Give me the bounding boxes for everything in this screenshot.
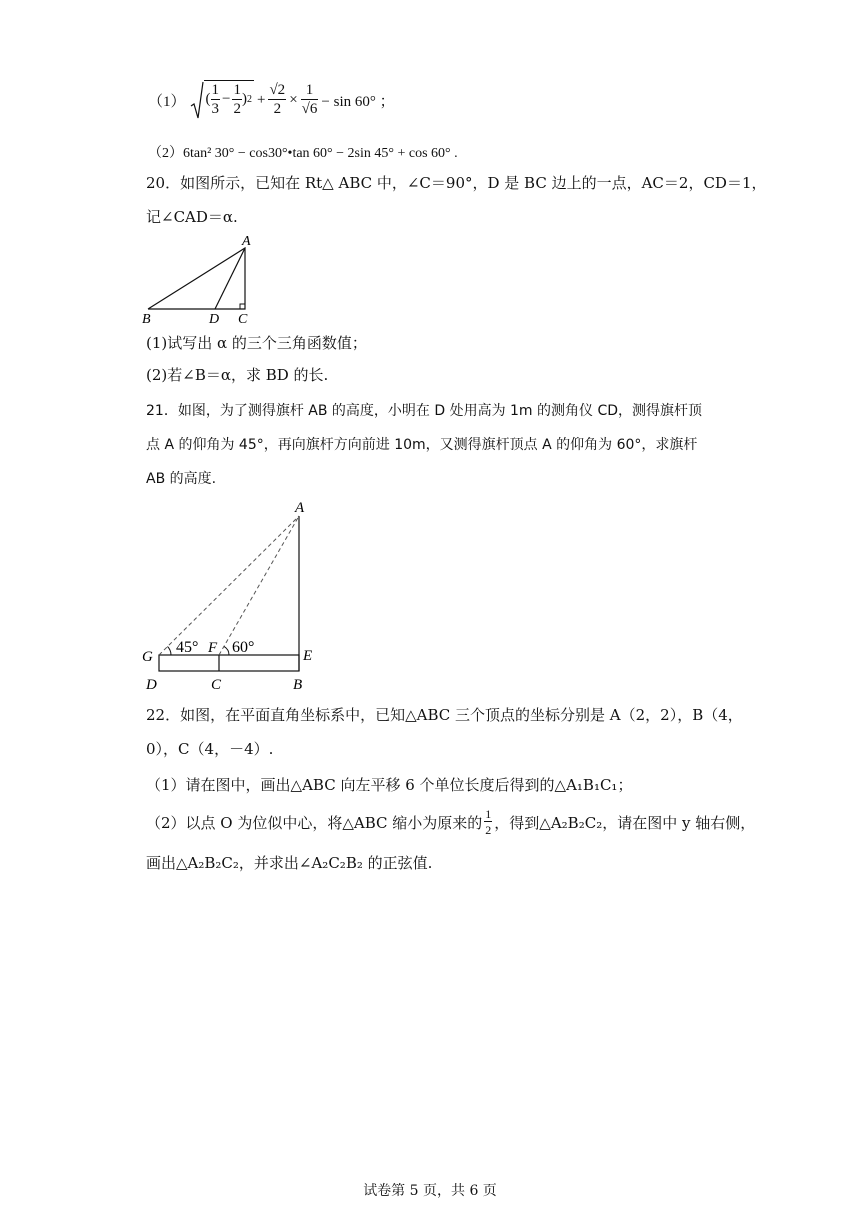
q22-line2: 0），C（4，－4）. — [146, 740, 274, 758]
q19-part1-tail: − sin 60° ； — [321, 93, 395, 110]
q19-frac-1-3: $\frac{1}{3}$ — [211, 81, 220, 117]
q21-line1: 21．如图，为了测得旗杆 AB 的高度，小明在 D 处用高为 1m 的测角仪 CD，测得旗杆顶 — [146, 403, 703, 419]
q21-flagpole-figure — [140, 494, 330, 694]
q19-frac-1-2: $\frac{1}{2}$ — [233, 81, 241, 117]
q20-triangle-figure — [140, 232, 270, 326]
q20-sub1: (1)试写出 α 的三个三角函数值； — [146, 334, 367, 352]
q19-part2 — [148, 142, 458, 162]
q21-label-D: D — [146, 677, 157, 693]
q21-label-F: F — [208, 640, 218, 656]
q19-sqrt-radicand: ( $\frac{1}{3}$ − $\frac{1}{2}$ ) 2 — [205, 81, 252, 117]
q19-part1: （1） ( $\frac{1}{3}$ − $\frac{1}{2}$ ) 2 + $\frac{√2}{2}$ × $\frac{1}{√6}$ − sin 60° ； — [148, 80, 395, 120]
q20-label-D: D — [209, 312, 220, 326]
q22-half-fraction: $\frac{1}{2}$ — [485, 807, 492, 837]
q20-sub2: (2)若∠B＝α，求 BD 的长. — [146, 366, 329, 384]
q21-label-G: G — [142, 649, 153, 665]
q20-label-A: A — [242, 234, 251, 249]
q22-sub2-text-a: （2）以点 O 为位似中心，将△ABC 缩小为原来的 — [146, 813, 483, 832]
q22-line1: 22．如图，在平面直角坐标系中，已知△ABC 三个顶点的坐标分别是 A（2，2），B（4， — [146, 706, 743, 724]
q19-frac-sqrt2-2: $\frac{√2}{2}$ — [269, 82, 286, 117]
q21-label-A: A — [295, 500, 305, 516]
q19-part2-expr: 6tan² 30° − cos30°•tan 60° − 2sin 45° + cos 60° . — [183, 146, 458, 161]
page-footer: 试卷第 5 页，共 6 页 — [363, 1183, 497, 1199]
q19-frac-1-sqrt6: $\frac{1}{√6}$ — [301, 82, 318, 117]
q21-angle-45: 45° — [176, 639, 199, 656]
q19-part1-label: （1） — [148, 93, 186, 110]
q20-line2: 记∠CAD＝α. — [146, 208, 238, 226]
sqrt-sign-icon — [190, 80, 204, 120]
q21-angle-60: 60° — [232, 639, 255, 656]
q22-sub2-line2: 画出△A₂B₂C₂，并求出∠A₂C₂B₂ 的正弦值. — [146, 854, 433, 872]
q22-sub1: （1）请在图中，画出△ABC 向左平移 6 个单位长度后得到的△A₁B₁C₁； — [146, 776, 633, 794]
q20-line1: 20．如图所示，已知在 Rt△ ABC 中，∠C＝90°，D 是 BC 边上的一点，AC＝2，CD＝1， — [146, 174, 767, 192]
q21-label-E: E — [303, 648, 313, 664]
q21-label-C: C — [211, 677, 222, 693]
q22-sub2-text-b: ，得到△A₂B₂C₂，请在图中 y 轴右侧， — [494, 813, 756, 832]
q21-line3: AB 的高度. — [146, 471, 217, 487]
q22-sub2 — [146, 808, 755, 836]
q20-label-B: B — [142, 312, 151, 326]
q21-label-B: B — [293, 677, 303, 693]
q21-line2: 点 A 的仰角为 45°，再向旗杆方向前进 10m，又测得旗杆顶点 A 的仰角为 60°，求旗杆 — [146, 437, 698, 453]
q19-part2-label: （2） — [148, 146, 183, 161]
q20-label-C: C — [238, 312, 248, 326]
